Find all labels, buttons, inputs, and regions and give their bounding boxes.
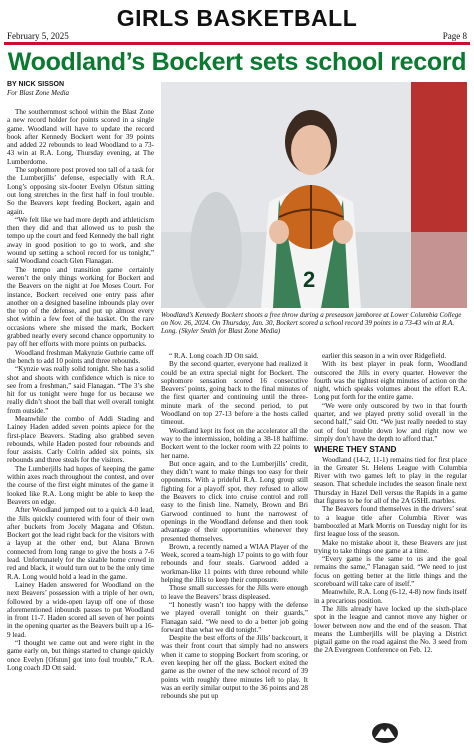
- paragraph: Brown, a recently named a WIAA Player of the Week, scored a team-high 17 points to go with four rebounds and four steals. Garwood added a workman-like 11 points with three rebound while helping the Jills to keep their composure.: [161, 542, 308, 585]
- article-photo: [161, 82, 467, 308]
- paragraph: The southernmost school within the Blast Zone a new record holder for points scored in a single game. Woodland will have to update the record book after Kennedy Bockert went for 39 points and added 22 rebounds to lead Woodland to a 73-43 win at R.A. Long, Thursday evening, at The Lumberdome.: [7, 108, 154, 166]
- page-number: Page 8: [442, 31, 467, 41]
- paragraph: earlier this season in a win over Ridgefield.: [322, 352, 447, 360]
- paragraph: “I thought we came out and were right in the game early on, but things started to change quickly once Evelyn [Ofstun] got into foul trouble,” R.A. Long coach JD Ott said.: [7, 639, 154, 672]
- player-illustration: [161, 82, 467, 308]
- byline-outlet: For Blast Zone Media: [7, 89, 70, 97]
- paragraph: The tempo and transition game certainly weren’t the only things working for Bockert and the Beavers on the night at Joe Moses Court. For instance, Bockert received one entry pass after another on a designed baseline inbounds play over the top of the defense, and put up almost every shot within a few feet of the basket. On the rare occasions where she missed the mark, Bockert grabbed nearly every second chance opportunity to pay off her efforts with more points on putbacks.: [7, 265, 154, 349]
- subheading: WHERE THEY STAND: [314, 445, 397, 455]
- article-column-1: [7, 108, 154, 744]
- paragraph: The sophomore post proved too tall of a task for the Lumberjills’ defense, especially with R.A. Long’s opposing six-footer Evelyn Ofstun sitting out long stretches in the first half in foul trouble. So the Beavers kept feeding Bockert, again and again.: [7, 166, 154, 216]
- paragraph: “We felt like we had more depth and athleticism then they did and that allowed us to push the tempo up the court and feed Kennedy the ball right away in good position to go to work, and she wound up setting a school record for us tonight,” said Woodland coach Glen Flanagan.: [7, 215, 154, 266]
- paragraph: “I honestly wasn’t too happy with the defense we played overall tonight on their guards,” Flanagan said. “We need to do a better job going forward than what we did tonight.”: [161, 600, 308, 634]
- paragraph: Lainey Haden answered for Woodland on the next Beavers’ possession with a triple of her own, followed by a wide-open layup off one of those aforementioned inbounds passes to put Woodland in front 11-7. Haden scored all seven of her points in the opening quarter as the Beavers built up a 16-9 lead.: [7, 580, 154, 639]
- byline-author: BY NICK SISSON: [7, 81, 65, 88]
- mountain-logo-icon: [371, 720, 399, 744]
- paragraph: “Kynzie was really solid tonight. She has a solid shot and shoots with confidence which is nice to see from a freshman,” said Flanagan. “The 3’s she hit for us tonight were huge for us because we really didn’t shoot the ball that well overall tonight from outside.”: [7, 365, 154, 415]
- paragraph: The Lumberjills had hopes of keeping the game within axes reach throughout the contest, and over the course of the first eight minutes of the game it looked like R.A. Long might be able to keep the Beavers on edge.: [7, 464, 154, 506]
- paragraph: Meanwhile the combo of Addi Stading and Lainey Haden added seven points apiece for the first-place Beavers. Stading also grabbed seven rebounds, while Haden posted four rebounds and four assists. Carly Colrin added six points, six rebounds and three steals for the visitors.: [7, 414, 154, 465]
- issue-date: February 5, 2025: [7, 31, 69, 41]
- jersey-number: 2: [303, 267, 316, 292]
- paragraph: “We were only outscored by two in that fourth quarter, and we played pretty solid overall in the second half,” said Ott. “We just really needed to stay out of foul trouble down low and right now we simply don’t have the depth to afford that.”: [314, 401, 467, 443]
- paragraph: Woodland freshman Makynzie Guthrie came off the bench to add 10 points and three rebounds.: [7, 348, 154, 365]
- paragraph: Meanwhile, R.A. Long (6-12, 4-8) now finds itself in a precarious position.: [314, 588, 467, 605]
- publisher-logo: [371, 720, 399, 744]
- photo-caption: Woodland’s Kennedy Bockert shoots a free throw during a preseason jamboree at Lower Columbia College on Nov. 26, 2024. On Thursday, Jan. 30, Bockert scored a school record 39 points in a 73-43 win at R.A. Long. (Skyler Smith for Blast Zone Media): [161, 311, 462, 336]
- paragraph: “ R.A. Long coach JD Ott said.: [169, 352, 259, 360]
- paragraph: The Beavers found themselves in the drivers’ seat to a league title after Columbia River was bamboozled at Mark Morris on Tuesday night for its first league loss of the season.: [314, 505, 467, 539]
- article-headline: Woodland’s Bockert sets school record: [7, 48, 467, 76]
- paragraph: “Every game is the same to us and the goal remains the same,” Flanagan said. “We need to just focus on getting better at the little things and the scoreboard will take care of itself.”: [314, 555, 467, 589]
- paragraph: Woodland kept its foot on the accelerator all the way to the intermission, holding a 38-18 halftime. Bockert went to the locker room with 22 points to her name.: [161, 426, 308, 460]
- section-title: GIRLS BASKETBALL: [116, 5, 358, 31]
- paragraph: Make no mistake about it, these Beavers are just trying to take things one game at a time.: [314, 538, 467, 555]
- paragraph: Despite the best efforts of the Jills’ backcourt, it was their front court that simply had no answers when it came to stopping Bockert from scoring, or even keeping her off the glass. Bockert exited the game as the owner of the new school record of 39 points with roughly three minutes left to play. It was an eerily similar output to the 36 points and 28 rebounds she put up: [161, 634, 308, 701]
- paragraph: By the second quarter, everyone had realized it could be an extra special night for Bockert. The sophomore sensation scored 16 consecutive Beavers’ points, going back to the final minutes of the first quarter and continuing until the three-minute mark of the second period, to put Woodland on top 27-13 before a the hosts called timeout.: [161, 360, 308, 427]
- section-header: [0, 0, 474, 44]
- article-column-2: [161, 352, 308, 744]
- header-rule: [4, 42, 470, 45]
- paragraph: After Woodland jumped out to a quick 4-0 lead, the Jills quickly countered with four of their own after buckets from Jocely Magana and Ofstun. Bockert got the lead right back for the visitors with a layup at the other end, but Alana Brown connected from long range to give the hosts a 7-6 lead. Unfortunately for the sizable home crowd in red and black, it would turn out to be the only time R.A. Long would hold a lead in the game.: [7, 506, 154, 581]
- paragraph: With its best player in peak form, Woodland outscored the Jills in every quarter. However the fourth was the tightest eight minutes of action on the night, which speaks volumes about the effort R.A. Long put forth for the entire game.: [314, 360, 467, 402]
- paragraph: But once again, and to the Lumberjills’ credit, they didn’t want to make things too easy for their opponents. With a prideful R.A. Long group still fighting for a playoff spot, they refused to allow the Beavers to click into cruise control and roll easy to the finish line. Namely, Brown and Bri Garwood continued to hunt the narrowest of openings in the Woodland defense and then took advantage of their opportunities whenever they presented themselves.: [161, 459, 308, 543]
- paragraph: Woodland (14-2, 11-1) remains tied for first place in the Greater St. Helens League with Columbia River with two games left to play in the regular season. That schedule includes the season finale next Thursday in Hazel Dell versus the Rapids in a game that figures to be for all of the 2A GSHL marbles.: [314, 455, 467, 506]
- paragraph: Those small successes for the Jills were enough to leave the Beavers’ brass displeased.: [161, 584, 308, 601]
- paragraph: The Jills already have locked up the sixth-place spot in the league and cannot move any higher or lower between now and the end of the season. That means the Lumberjills will be playing a District pigtail game on the road against the No. 3 seed from the 2A Evergreen Conference on Feb. 12.: [314, 604, 467, 655]
- article-column-3: [314, 352, 467, 744]
